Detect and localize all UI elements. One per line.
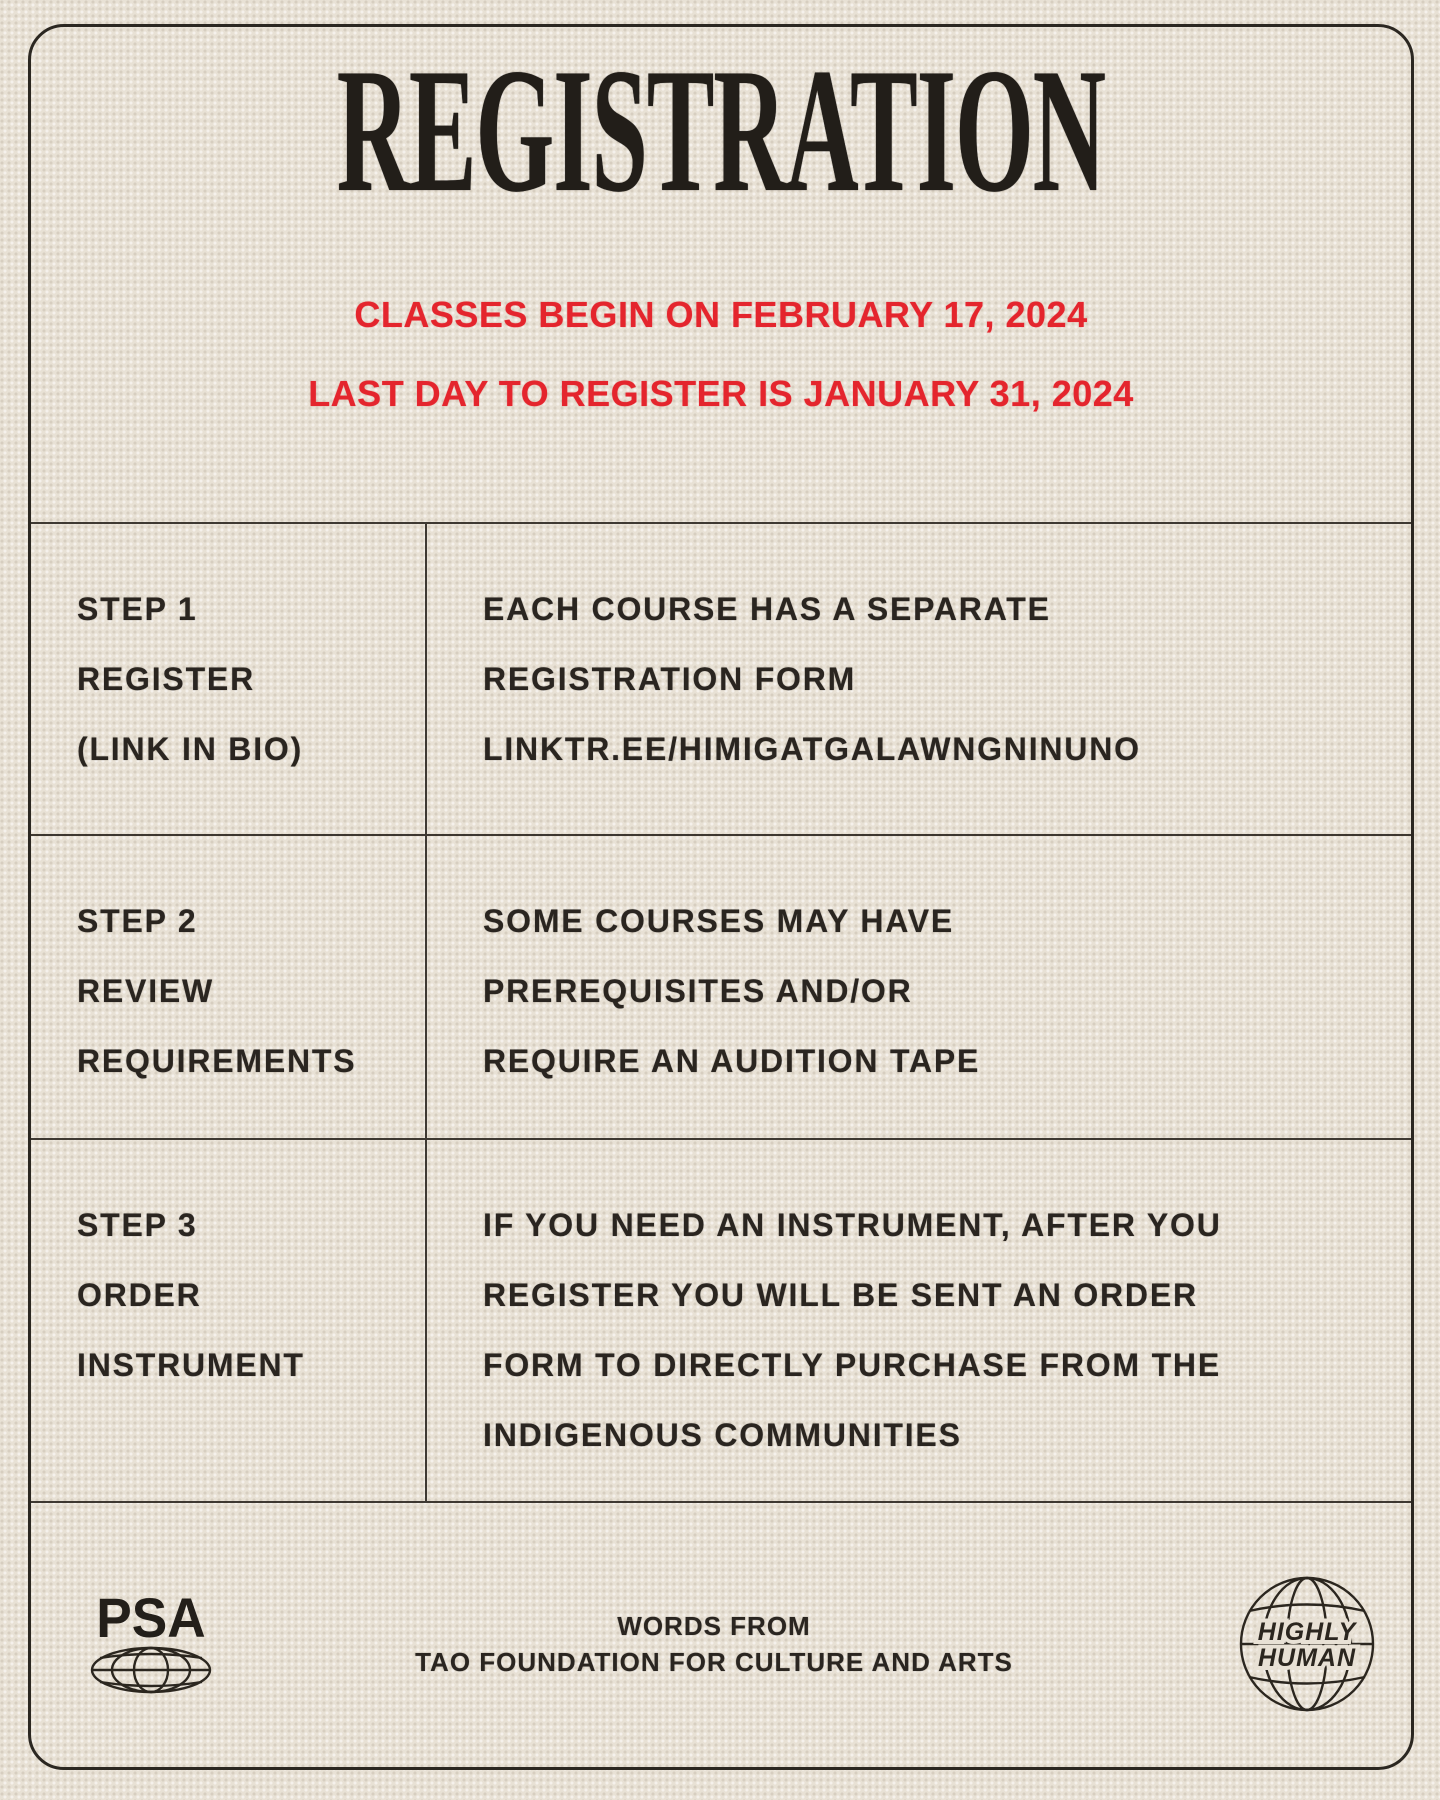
step-2-label-cell <box>31 836 425 1138</box>
step-1-row <box>31 522 1411 834</box>
step-3-desc-line: REGISTER YOU WILL BE SENT AN ORDER <box>483 1277 1198 1313</box>
step-2-subtitle: REQUIREMENTS <box>77 1043 357 1079</box>
step-2-desc-line: REQUIRE AN AUDITION TAPE <box>483 1043 981 1079</box>
step-1-description-cell <box>425 524 1411 834</box>
psa-globe-icon <box>88 1645 214 1695</box>
step-3-desc-line: FORM TO DIRECTLY PURCHASE FROM THE <box>483 1347 1221 1383</box>
header-section <box>31 27 1411 522</box>
poster-frame <box>28 24 1414 1770</box>
step-2-desc-line: SOME COURSES MAY HAVE <box>483 903 955 939</box>
highly-human-text-line-2: HUMAN <box>1257 1644 1357 1672</box>
step-3-label-cell <box>31 1140 425 1501</box>
psa-logo-text: PSA <box>96 1586 206 1649</box>
psa-logo <box>71 1586 231 1695</box>
step-2-number: STEP 2 <box>77 903 198 939</box>
step-3-subtitle: INSTRUMENT <box>77 1347 305 1383</box>
highly-human-globe-icon <box>1233 1570 1381 1718</box>
step-2-desc-line: PREREQUISITES AND/OR <box>483 973 913 1009</box>
credit-text <box>219 1608 1209 1680</box>
credit-line-2: TAO FOUNDATION FOR CULTURE AND ARTS <box>415 1647 1013 1677</box>
step-2-title: REVIEW <box>77 973 215 1009</box>
credit-line-1: WORDS FROM <box>617 1611 811 1641</box>
step-3-number: STEP 3 <box>77 1207 198 1243</box>
step-1-subtitle: (LINK IN BIO) <box>77 731 304 767</box>
step-1-desc-line: REGISTRATION FORM <box>483 661 857 697</box>
highly-human-text-line-1: HIGHLY <box>1257 1618 1357 1646</box>
step-1-label-cell <box>31 524 425 834</box>
step-1-desc-line: EACH COURSE HAS A SEPARATE <box>483 591 1051 627</box>
step-3-desc-line: IF YOU NEED AN INSTRUMENT, AFTER YOU <box>483 1207 1222 1243</box>
highly-human-logo <box>1221 1570 1381 1718</box>
step-2-row <box>31 834 1411 1138</box>
step-2-description-cell <box>425 836 1411 1138</box>
footer-section <box>31 1501 1411 1767</box>
classes-begin-notice: CLASSES BEGIN ON FEBRUARY 17, 2024 <box>354 294 1088 335</box>
title-wrap <box>31 31 1411 229</box>
page-title: REGISTRATION <box>336 31 1106 229</box>
step-1-title: REGISTER <box>77 661 255 697</box>
step-3-description-cell <box>425 1140 1411 1501</box>
step-3-title: ORDER <box>77 1277 202 1313</box>
register-deadline-notice: LAST DAY TO REGISTER IS JANUARY 31, 2024 <box>308 373 1134 414</box>
step-1-number: STEP 1 <box>77 591 198 627</box>
step-1-registration-url: LINKTR.EE/HIMIGATGALAWNGNINUNO <box>483 731 1141 767</box>
step-3-desc-line: INDIGENOUS COMMUNITIES <box>483 1417 962 1453</box>
step-3-row <box>31 1138 1411 1501</box>
